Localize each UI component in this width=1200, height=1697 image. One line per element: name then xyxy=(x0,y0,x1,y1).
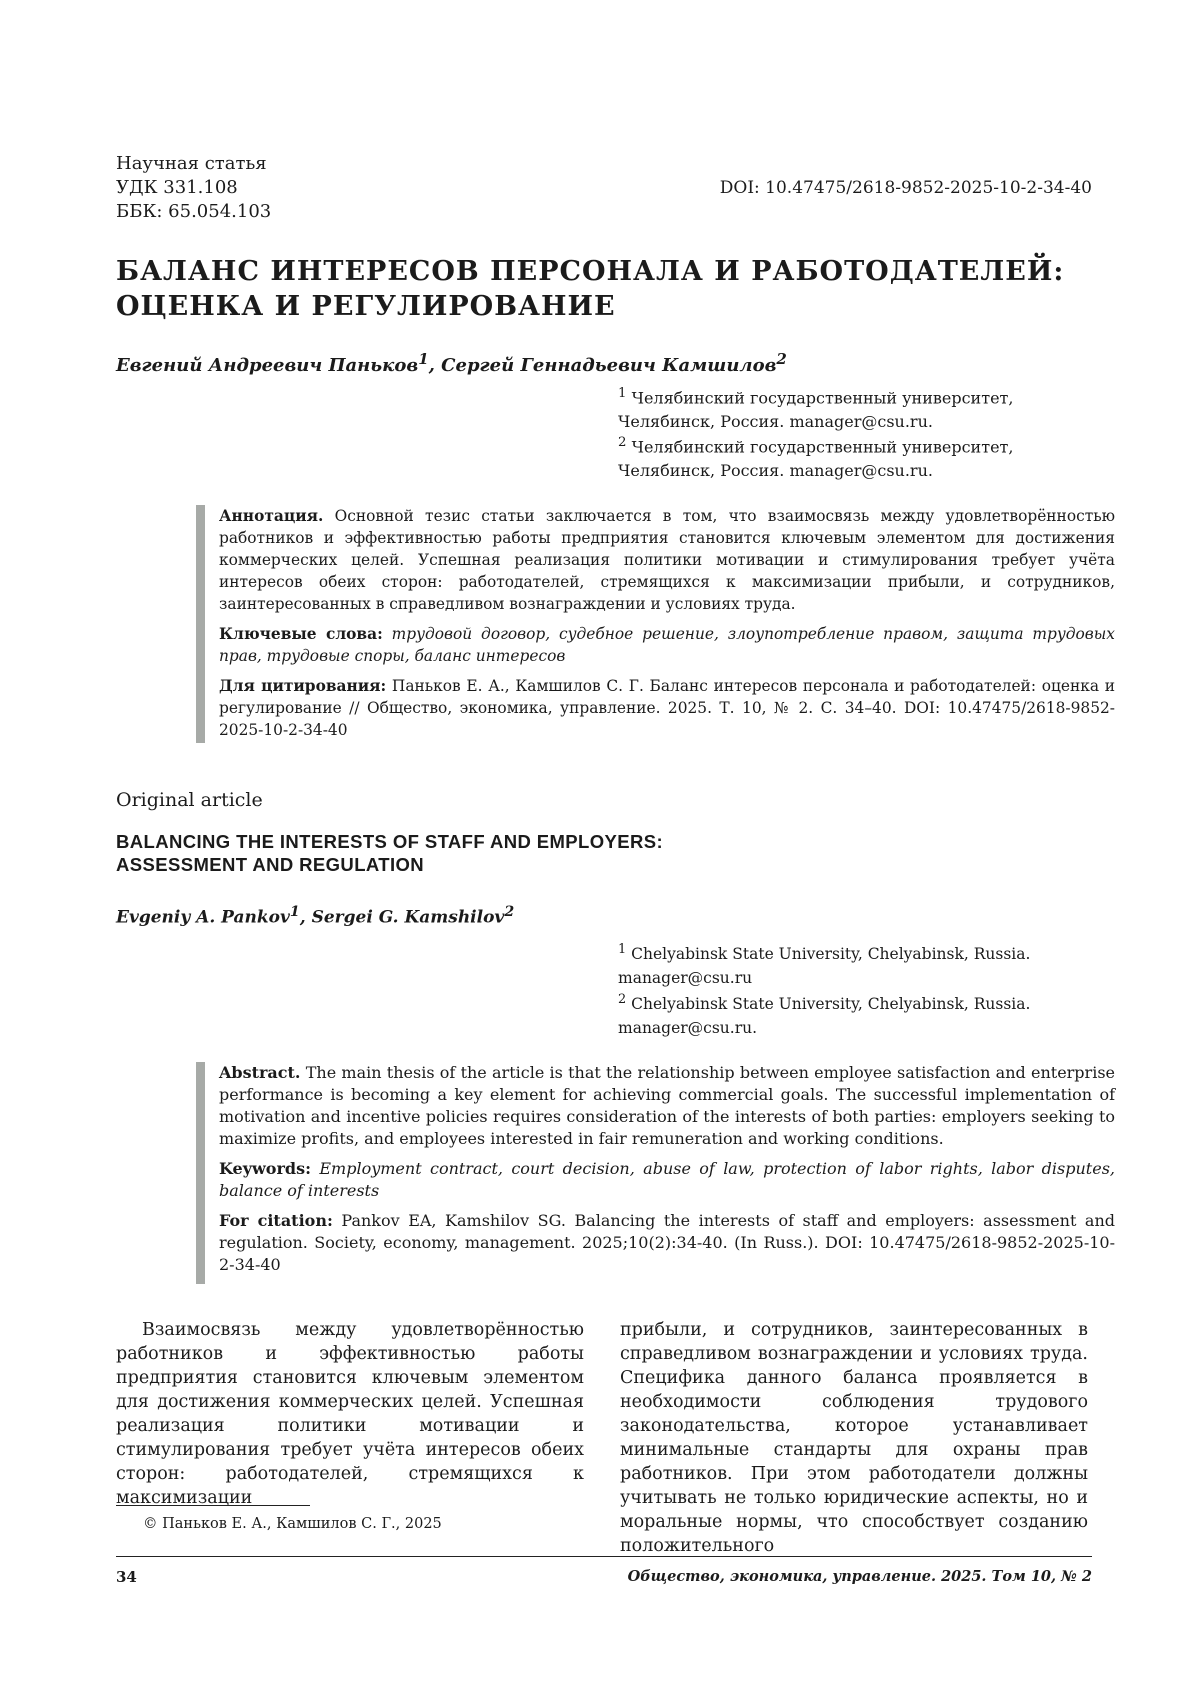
udk-code: УДК 331.108 xyxy=(116,177,238,198)
title-ru-line1: БАЛАНС ИНТЕРЕСОВ ПЕРСОНАЛА И РАБОТОДАТЕЛЕЙ: xyxy=(116,256,1065,287)
aff-ru2-sup: 2 xyxy=(618,435,627,450)
citation-ru-label: Для цитирования: xyxy=(219,677,387,695)
abstract-en xyxy=(219,1062,1115,1150)
copyright-footnote: © Паньков Е. А., Камшилов С. Г., 2025 xyxy=(143,1516,442,1532)
author1-ru: Евгений Андреевич Паньков xyxy=(116,355,419,376)
journal-reference: Общество, экономика, управление. 2025. Том 10, № 2 xyxy=(627,1568,1092,1585)
author1-en-sup: 1 xyxy=(289,904,300,920)
doi: DOI: 10.47475/2618-9852-2025-10-2-34-40 xyxy=(719,178,1092,198)
affiliation-ru-1 xyxy=(618,382,1088,434)
aff-ru2-line1: Челябинский государственный университет, xyxy=(626,437,1014,457)
keywords-ru xyxy=(219,623,1115,667)
article-type-ru: Научная статья xyxy=(116,153,267,174)
citation-en xyxy=(219,1210,1115,1276)
aff-ru2-line2: Челябинск, Россия. manager@csu.ru. xyxy=(618,461,933,481)
aff-en2-sup: 2 xyxy=(618,992,627,1007)
citation-ru-text: Паньков Е. А., Камшилов С. Г. Баланс интересов персонала и работодателей: оценка и регулирование // Общество, экономика, управление. 2025. Т. 10, № 2. С. 34–40. DOI: 10.47475/2618-9852-2025-10-2-34-40 xyxy=(219,677,1115,739)
aff-en1-sup: 1 xyxy=(618,942,627,957)
author-separator-ru: , xyxy=(428,355,442,376)
author1-ru-sup: 1 xyxy=(418,350,429,368)
citation-ru xyxy=(219,675,1115,741)
abstract-ru-text: Основной тезис статьи заключается в том, что взаимосвязь между удовлетворённостью работников и эффективностью работы предприятия становится ключевым элементом для достижения коммерческих целей. Успешная реализация политики мотивации и стимулирования требует учёта интересов обеих сторон: работодателей, стремящихся к максимизации прибыли, и сотрудников, заинтересованных в справедливом вознаграждении и условиях труда. xyxy=(219,507,1115,613)
article-meta xyxy=(116,152,271,224)
article-type-en: Original article xyxy=(116,789,263,811)
author1-en: Evgeniy A. Pankov xyxy=(116,907,290,928)
keywords-ru-text: трудовой договор, судебное решение, злоупотребление правом, защита трудовых прав, трудовые споры, баланс интересов xyxy=(219,625,1115,665)
aff-en1-line2: manager@csu.ru xyxy=(618,969,753,988)
abstract-en-text: The main thesis of the article is that the relationship between employee satisfaction and enterprise performance is becoming a key element for achieving commercial goals. The successful implementation of motivation and incentive policies requires consideration of the interests of both parties: employers seeking to maximize profits, and employees interested in fair remuneration and working conditions. xyxy=(219,1063,1115,1148)
aff-en1-line1: Chelyabinsk State University, Chelyabinsk, Russia. xyxy=(626,945,1031,964)
authors-en xyxy=(116,904,514,928)
author-separator-en: , xyxy=(299,907,312,928)
affiliation-ru-2 xyxy=(618,431,1088,483)
body-paragraph-right: прибыли, и сотрудников, заинтересованных в справедливом вознаграждении и условиях труда. Специфика данного баланса проявляется в необходимости соблюдения трудового законодательства, которое устанавливает минимальные стандарты для охраны прав работников. При этом работодатели должны учитывать не только юридические аспекты, но и моральные нормы, что способствует созданию положительного xyxy=(620,1320,1088,1556)
author2-en: Sergei G. Kamshilov xyxy=(311,907,505,928)
author2-ru-sup: 2 xyxy=(776,350,787,368)
title-ru-line2: ОЦЕНКА И РЕГУЛИРОВАНИЕ xyxy=(116,291,616,322)
title-en-line2: ASSESSMENT AND REGULATION xyxy=(116,854,425,875)
footnote-divider xyxy=(116,1505,310,1506)
keywords-en-text: Employment contract, court decision, abuse of law, protection of labor rights, labor disputes, balance of interests xyxy=(219,1159,1115,1200)
title-en xyxy=(116,830,1016,876)
page-number: 34 xyxy=(116,1568,137,1586)
affiliation-en-2 xyxy=(618,988,1088,1040)
abstract-block-en xyxy=(196,1062,1115,1284)
author2-ru: Сергей Геннадьевич Камшилов xyxy=(441,355,777,376)
body-paragraph-left: Взаимосвязь между удовлетворённостью работников и эффективностью работы предприятия становится ключевым элементом для достижения коммерческих целей. Успешная реализация политики мотивации и стимулирования требует учёта интересов обеих сторон: работодателей, стремящихся к максимизации xyxy=(116,1320,584,1508)
aff-en2-line1: Chelyabinsk State University, Chelyabinsk, Russia. xyxy=(626,995,1031,1014)
aff-ru1-line1: Челябинский государственный университет, xyxy=(626,388,1014,408)
footer-divider xyxy=(116,1556,1092,1557)
title-en-line1: BALANCING THE INTERESTS OF STAFF AND EMPLOYERS: xyxy=(116,831,664,852)
citation-en-text: Pankov EA, Kamshilov SG. Balancing the interests of staff and employers: assessment and regulation. Society, economy, management. 2025;10(2):34-40. (In Russ.). DOI: 10.47475/2618-9852-2025-10-2-34-40 xyxy=(219,1211,1115,1274)
keywords-en-label: Keywords: xyxy=(219,1159,312,1178)
keywords-en xyxy=(219,1158,1115,1202)
abstract-ru xyxy=(219,505,1115,615)
citation-en-label: For citation: xyxy=(219,1211,333,1230)
bbk-code: ББК: 65.054.103 xyxy=(116,201,272,222)
aff-ru1-sup: 1 xyxy=(618,386,627,401)
body-column-right xyxy=(620,1318,1088,1558)
aff-ru1-line2: Челябинск, Россия. manager@csu.ru. xyxy=(618,412,933,432)
aff-en2-line2: manager@csu.ru. xyxy=(618,1019,758,1038)
abstract-block-ru xyxy=(196,505,1115,743)
authors-ru xyxy=(116,350,787,376)
abstract-en-label: Abstract. xyxy=(219,1063,301,1082)
title-ru xyxy=(116,254,1096,324)
abstract-ru-label: Аннотация. xyxy=(219,507,324,525)
body-column-left xyxy=(116,1318,584,1510)
keywords-ru-label: Ключевые слова: xyxy=(219,625,383,643)
author2-en-sup: 2 xyxy=(504,904,515,920)
affiliation-en-1 xyxy=(618,938,1088,990)
